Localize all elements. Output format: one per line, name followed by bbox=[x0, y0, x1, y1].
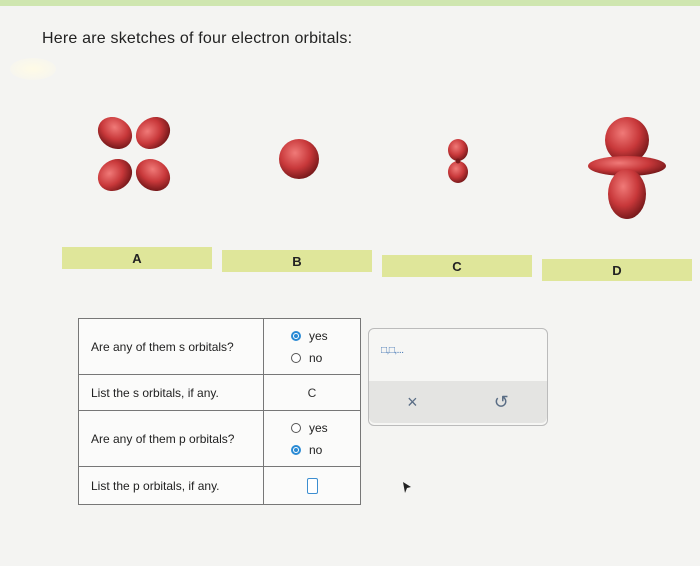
light-glare bbox=[10, 58, 56, 80]
answer-s-orbitals bbox=[264, 319, 361, 375]
radio-label: no bbox=[309, 442, 323, 457]
answer-list-s-value: C bbox=[307, 385, 317, 400]
radio-selected-icon[interactable] bbox=[291, 331, 301, 341]
panel-actions-bar bbox=[369, 381, 547, 423]
table-row bbox=[79, 319, 361, 375]
answer-tool-panel bbox=[368, 328, 548, 426]
mouse-cursor-icon bbox=[401, 481, 413, 495]
top-accent-bar bbox=[0, 0, 700, 6]
radio-no-p[interactable] bbox=[264, 439, 360, 461]
orbital-b-icon bbox=[278, 138, 320, 180]
radio-selected-icon[interactable] bbox=[291, 445, 301, 455]
page-heading: Here are sketches of four electron orbitals: bbox=[42, 30, 353, 47]
radio-yes-s[interactable] bbox=[264, 325, 360, 347]
clear-icon[interactable]: × bbox=[407, 391, 418, 412]
question-list-s: List the s orbitals, if any. bbox=[79, 375, 264, 411]
radio-unselected-icon[interactable] bbox=[291, 423, 301, 433]
undo-icon[interactable]: ↺ bbox=[493, 391, 509, 412]
radio-label: yes bbox=[309, 328, 328, 343]
question-table bbox=[78, 318, 361, 505]
orbital-a-icon bbox=[94, 112, 174, 196]
table-row bbox=[79, 411, 361, 467]
radio-unselected-icon[interactable] bbox=[291, 353, 301, 363]
orbital-c-icon bbox=[447, 139, 469, 183]
orbital-label-b: B bbox=[222, 250, 372, 272]
table-row bbox=[79, 375, 361, 411]
question-s-orbitals: Are any of them s orbitals? bbox=[79, 319, 264, 375]
question-p-orbitals: Are any of them p orbitals? bbox=[79, 411, 264, 467]
answer-list-p-field[interactable] bbox=[264, 467, 361, 505]
orbital-label-d: D bbox=[542, 259, 692, 281]
list-format-icon[interactable]: □,□,... bbox=[381, 345, 404, 356]
text-input-box[interactable] bbox=[307, 478, 318, 494]
orbital-label-c: C bbox=[382, 255, 532, 277]
radio-label: no bbox=[309, 350, 323, 365]
question-list-p: List the p orbitals, if any. bbox=[79, 467, 264, 505]
orbital-label-a: A bbox=[62, 247, 212, 269]
radio-no-s[interactable] bbox=[264, 347, 360, 369]
radio-label: yes bbox=[309, 420, 328, 435]
radio-yes-p[interactable] bbox=[264, 417, 360, 439]
answer-p-orbitals bbox=[264, 411, 361, 467]
table-row bbox=[79, 467, 361, 505]
orbital-d-icon bbox=[586, 116, 668, 220]
answer-list-s-field[interactable] bbox=[264, 375, 361, 411]
